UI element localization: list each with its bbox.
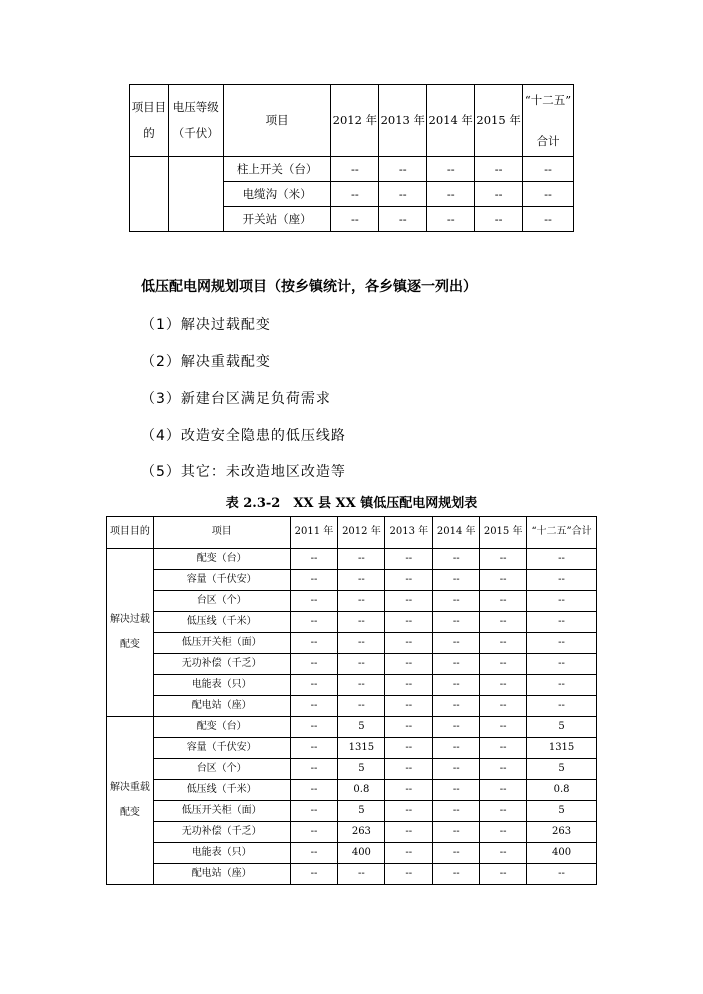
value-cell: -- [331, 182, 379, 207]
value-cell: -- [433, 612, 480, 633]
value-cell: -- [433, 633, 480, 654]
value-cell: -- [475, 182, 523, 207]
value-cell: -- [385, 675, 433, 696]
value-cell: -- [523, 157, 574, 182]
list-item: （4）改造安全隐患的低压线路 [141, 428, 346, 444]
item-cell: 低压开关柜（面） [153, 801, 290, 822]
item-cell: 柱上开关（台） [223, 157, 331, 182]
value-cell: -- [433, 696, 480, 717]
header-total: “十二五”合计 [527, 517, 597, 549]
value-cell: -- [527, 570, 597, 591]
list-item: （2）解决重载配变 [141, 354, 271, 370]
header-2012: 2012 年 [338, 517, 385, 549]
value-cell: -- [480, 843, 527, 864]
value-cell: -- [338, 696, 385, 717]
value-cell: -- [338, 864, 385, 885]
value-cell: -- [527, 612, 597, 633]
value-cell: -- [527, 549, 597, 570]
value-cell: -- [290, 822, 338, 843]
item-cell: 电能表（只） [153, 843, 290, 864]
value-cell: -- [290, 864, 338, 885]
value-cell: -- [480, 633, 527, 654]
value-cell: -- [480, 675, 527, 696]
value-cell: 400 [527, 843, 597, 864]
value-cell: 1315 [338, 738, 385, 759]
table-header-row [130, 85, 574, 157]
value-cell: -- [290, 675, 338, 696]
item-cell: 电能表（只） [153, 675, 290, 696]
value-cell: 0.8 [527, 780, 597, 801]
value-cell: -- [433, 591, 480, 612]
value-cell: -- [433, 738, 480, 759]
value-cell: -- [527, 864, 597, 885]
header-2014: 2014 年 [427, 85, 475, 157]
item-cell: 配电站（座） [153, 864, 290, 885]
value-cell: -- [480, 654, 527, 675]
purpose-cell [130, 157, 169, 232]
item-cell: 低压线（千米） [153, 780, 290, 801]
value-cell: -- [527, 696, 597, 717]
value-cell: -- [385, 759, 433, 780]
value-cell: 5 [527, 717, 597, 738]
value-cell: -- [290, 654, 338, 675]
value-cell: -- [433, 675, 480, 696]
header-total-line2: 合计 [536, 133, 560, 148]
list-item: （3）新建台区满足负荷需求 [141, 391, 331, 407]
purpose-cell [107, 717, 154, 885]
header-2015: 2015 年 [480, 517, 527, 549]
value-cell: -- [338, 549, 385, 570]
list-item: （1）解决过载配变 [141, 317, 271, 333]
item-cell: 配变（台） [153, 717, 290, 738]
header-2013: 2013 年 [385, 517, 433, 549]
value-cell: -- [385, 654, 433, 675]
item-cell: 配电站（座） [153, 696, 290, 717]
value-cell: -- [385, 549, 433, 570]
table-row [107, 738, 597, 759]
header-item: 项目 [153, 517, 290, 549]
value-cell: -- [385, 738, 433, 759]
table-row [107, 570, 597, 591]
item-cell: 台区（个） [153, 759, 290, 780]
value-cell: -- [338, 675, 385, 696]
value-cell: -- [480, 696, 527, 717]
table-row [107, 696, 597, 717]
value-cell: -- [385, 822, 433, 843]
item-cell: 配变（台） [153, 549, 290, 570]
value-cell: -- [480, 549, 527, 570]
table-row [107, 759, 597, 780]
header-voltage: 电压等级（千伏） [168, 85, 223, 157]
table-row [107, 654, 597, 675]
header-2014: 2014 年 [433, 517, 480, 549]
table-row [107, 780, 597, 801]
value-cell: -- [527, 675, 597, 696]
value-cell: -- [338, 612, 385, 633]
value-cell: -- [433, 654, 480, 675]
table-row [107, 633, 597, 654]
header-total [523, 85, 574, 157]
value-cell: -- [385, 696, 433, 717]
value-cell: -- [290, 738, 338, 759]
value-cell: -- [290, 591, 338, 612]
purpose-cell [107, 549, 154, 717]
header-2011: 2011 年 [290, 517, 338, 549]
table-row [107, 549, 597, 570]
value-cell: -- [527, 654, 597, 675]
value-cell: -- [290, 570, 338, 591]
value-cell: -- [527, 591, 597, 612]
value-cell: -- [480, 801, 527, 822]
value-cell: -- [433, 822, 480, 843]
value-cell: -- [433, 759, 480, 780]
value-cell: -- [475, 207, 523, 232]
value-cell: -- [385, 570, 433, 591]
item-cell: 容量（千伏安） [153, 738, 290, 759]
value-cell: -- [427, 182, 475, 207]
table-header-row [107, 517, 597, 549]
value-cell: -- [480, 864, 527, 885]
header-item: 项目 [223, 85, 331, 157]
value-cell: 263 [527, 822, 597, 843]
value-cell: -- [385, 780, 433, 801]
value-cell: -- [480, 822, 527, 843]
header-2012: 2012 年 [331, 85, 379, 157]
purpose-line: 配变 [119, 806, 140, 818]
value-cell: 400 [338, 843, 385, 864]
list-item: （5）其它：未改造地区改造等 [141, 464, 346, 480]
section-heading: 低压配电网规划项目（按乡镇统计，各乡镇逐一列出） [141, 279, 477, 295]
value-cell: -- [433, 801, 480, 822]
voltage-cell [168, 157, 223, 232]
item-cell: 电缆沟（米） [223, 182, 331, 207]
medium-voltage-table [129, 84, 574, 232]
table-row [107, 717, 597, 738]
value-cell: -- [338, 570, 385, 591]
value-cell: -- [475, 157, 523, 182]
value-cell: -- [338, 654, 385, 675]
value-cell: -- [331, 157, 379, 182]
low-voltage-planning-table [106, 516, 597, 885]
value-cell: -- [433, 717, 480, 738]
item-cell: 容量（千伏安） [153, 570, 290, 591]
header-purpose: 项目目的 [130, 85, 169, 157]
item-cell: 台区（个） [153, 591, 290, 612]
value-cell: -- [385, 591, 433, 612]
value-cell: -- [427, 207, 475, 232]
purpose-line: 解决重载 [109, 782, 150, 793]
table-row [107, 675, 597, 696]
value-cell: -- [433, 570, 480, 591]
value-cell: -- [480, 759, 527, 780]
header-2013: 2013 年 [379, 85, 427, 157]
value-cell: -- [433, 780, 480, 801]
table-caption: 表 2.3-2 XX 县 XX 镇低压配电网规划表 [225, 496, 478, 511]
value-cell: 5 [338, 801, 385, 822]
value-cell: -- [338, 633, 385, 654]
value-cell: -- [385, 612, 433, 633]
value-cell: 263 [338, 822, 385, 843]
value-cell: -- [290, 549, 338, 570]
value-cell: -- [385, 717, 433, 738]
value-cell: 0.8 [338, 780, 385, 801]
item-cell: 无功补偿（千乏） [153, 822, 290, 843]
item-cell: 开关站（座） [223, 207, 331, 232]
value-cell: -- [523, 207, 574, 232]
value-cell: -- [480, 591, 527, 612]
value-cell: -- [480, 612, 527, 633]
value-cell: -- [480, 780, 527, 801]
value-cell: -- [385, 864, 433, 885]
table-row [107, 591, 597, 612]
value-cell: -- [290, 759, 338, 780]
value-cell: -- [379, 182, 427, 207]
value-cell: -- [385, 633, 433, 654]
value-cell: -- [290, 801, 338, 822]
value-cell: -- [433, 549, 480, 570]
table-row [107, 843, 597, 864]
value-cell: -- [480, 570, 527, 591]
item-cell: 无功补偿（千乏） [153, 654, 290, 675]
item-cell: 低压线（千米） [153, 612, 290, 633]
value-cell: -- [290, 717, 338, 738]
value-cell: -- [433, 843, 480, 864]
purpose-line: 解决过载 [109, 614, 150, 625]
value-cell: -- [527, 633, 597, 654]
header-total-line1: “十二五” [524, 93, 572, 108]
header-2015: 2015 年 [475, 85, 523, 157]
value-cell: -- [290, 612, 338, 633]
value-cell: -- [480, 738, 527, 759]
value-cell: 5 [338, 759, 385, 780]
purpose-line: 配变 [119, 638, 140, 650]
value-cell: -- [523, 182, 574, 207]
value-cell: -- [379, 157, 427, 182]
value-cell: -- [290, 633, 338, 654]
value-cell: -- [290, 696, 338, 717]
value-cell: -- [385, 801, 433, 822]
table-row [107, 801, 597, 822]
value-cell: -- [290, 780, 338, 801]
value-cell: -- [480, 717, 527, 738]
table-row [107, 612, 597, 633]
value-cell: -- [290, 843, 338, 864]
value-cell: -- [331, 207, 379, 232]
value-cell: -- [379, 207, 427, 232]
header-purpose: 项目目的 [107, 517, 154, 549]
value-cell: -- [427, 157, 475, 182]
value-cell: 5 [527, 759, 597, 780]
value-cell: 5 [338, 717, 385, 738]
value-cell: -- [433, 864, 480, 885]
item-cell: 低压开关柜（面） [153, 633, 290, 654]
value-cell: 5 [527, 801, 597, 822]
value-cell: -- [338, 591, 385, 612]
value-cell: 1315 [527, 738, 597, 759]
table-row [130, 157, 574, 182]
value-cell: -- [385, 843, 433, 864]
table-row [107, 822, 597, 843]
table-row [107, 864, 597, 885]
